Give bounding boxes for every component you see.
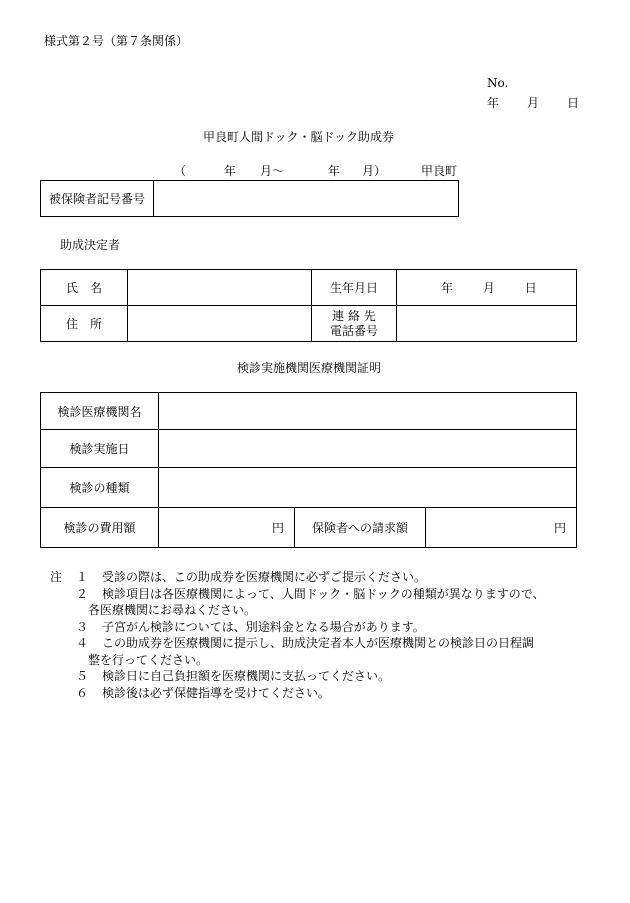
dob-month: 月 [482,281,495,295]
header-day: 日 [567,96,580,110]
note-item [50,619,600,636]
exam-type-label: 検診の種類 [41,468,159,507]
note-text: この助成券を医療機関に提示し、助成決定者本人が医療機関との検診日の日程調 [102,636,535,650]
contact-label-line-2: 電話番号 [329,323,378,338]
number-label: No. [487,76,509,90]
institution-label: 検診医療機関名 [41,393,159,430]
dob-label: 生年月日 [312,270,397,306]
contact-label [312,306,397,342]
note-text: 子宮がん検診については、別途料金となる場合があります。 [102,619,425,634]
name-field[interactable] [128,270,312,306]
period-year-1: 年 [224,164,237,178]
cost-field[interactable] [159,507,295,547]
header-month: 月 [527,96,540,110]
insurer-claim-label: 保険者への請求額 [295,507,426,547]
dob-field[interactable] [397,270,577,306]
exam-type-field[interactable] [159,468,577,507]
name-label: 氏 名 [41,270,128,306]
insurer-claim-field[interactable] [426,507,577,547]
note-text-continued: 各医療機関にお尋ねください。 [88,603,257,617]
institution-field[interactable] [159,393,577,430]
period-month-1: 月〜 [260,164,285,178]
insurer-claim-yen: 円 [553,520,566,535]
period-month-2: 月） [362,164,387,178]
insured-number-label: 被保険者記号番号 [41,181,154,217]
note-number: ４ [76,636,89,650]
note-number: ６ [76,685,89,700]
note-number: ２ [76,586,89,601]
contact-field[interactable] [397,306,577,342]
dob-year: 年 [441,281,454,295]
note-text: 受診の際は、この助成券を医療機関に必ずご提示ください。 [102,570,427,584]
note-number: ５ [76,669,89,683]
period-year-2: 年 [328,164,341,178]
note-text-continued: 整を行ってください。 [88,652,209,667]
address-field[interactable] [128,306,312,342]
note-item [50,668,600,685]
dob-day: 日 [524,281,537,295]
note-text: 検診後は必ず保健指導を受けてください。 [102,685,331,700]
cert-table [40,392,577,548]
notes-label: 注 [50,570,63,584]
address-label: 住 所 [41,306,128,342]
contact-label-line-1: 連 絡 先 [332,308,376,323]
exam-date-label: 検診実施日 [41,430,159,468]
issuer: 甲良町 [421,164,458,178]
insured-number-table [40,180,459,217]
recipient-heading: 助成決定者 [60,238,121,252]
notes [50,569,600,701]
note-number: １ [76,570,89,584]
note-text: 検診日に自己負担額を医療機関に支払ってください。 [102,669,391,683]
form-number: 様式第２号（第７条関係） [44,34,189,48]
cost-yen: 円 [271,520,284,535]
header-year: 年 [487,96,500,110]
note-item [50,586,600,619]
exam-date-field[interactable] [159,430,577,468]
insured-number-field[interactable] [154,181,459,217]
recipient-table [40,269,577,342]
period-open: （ [174,164,187,178]
cost-label: 検診の費用額 [41,507,159,547]
note-item [50,685,600,702]
cert-heading: 検診実施機関医療機関証明 [237,361,382,375]
note-text: 検診項目は各医療機関によって、人間ドック・脳ドックの種類が異なりますので、 [102,586,545,601]
note-item [50,635,600,668]
note-number: ３ [76,619,89,634]
note-item [50,569,600,586]
page-title: 甲良町人間ドック・脳ドック助成券 [203,130,395,144]
